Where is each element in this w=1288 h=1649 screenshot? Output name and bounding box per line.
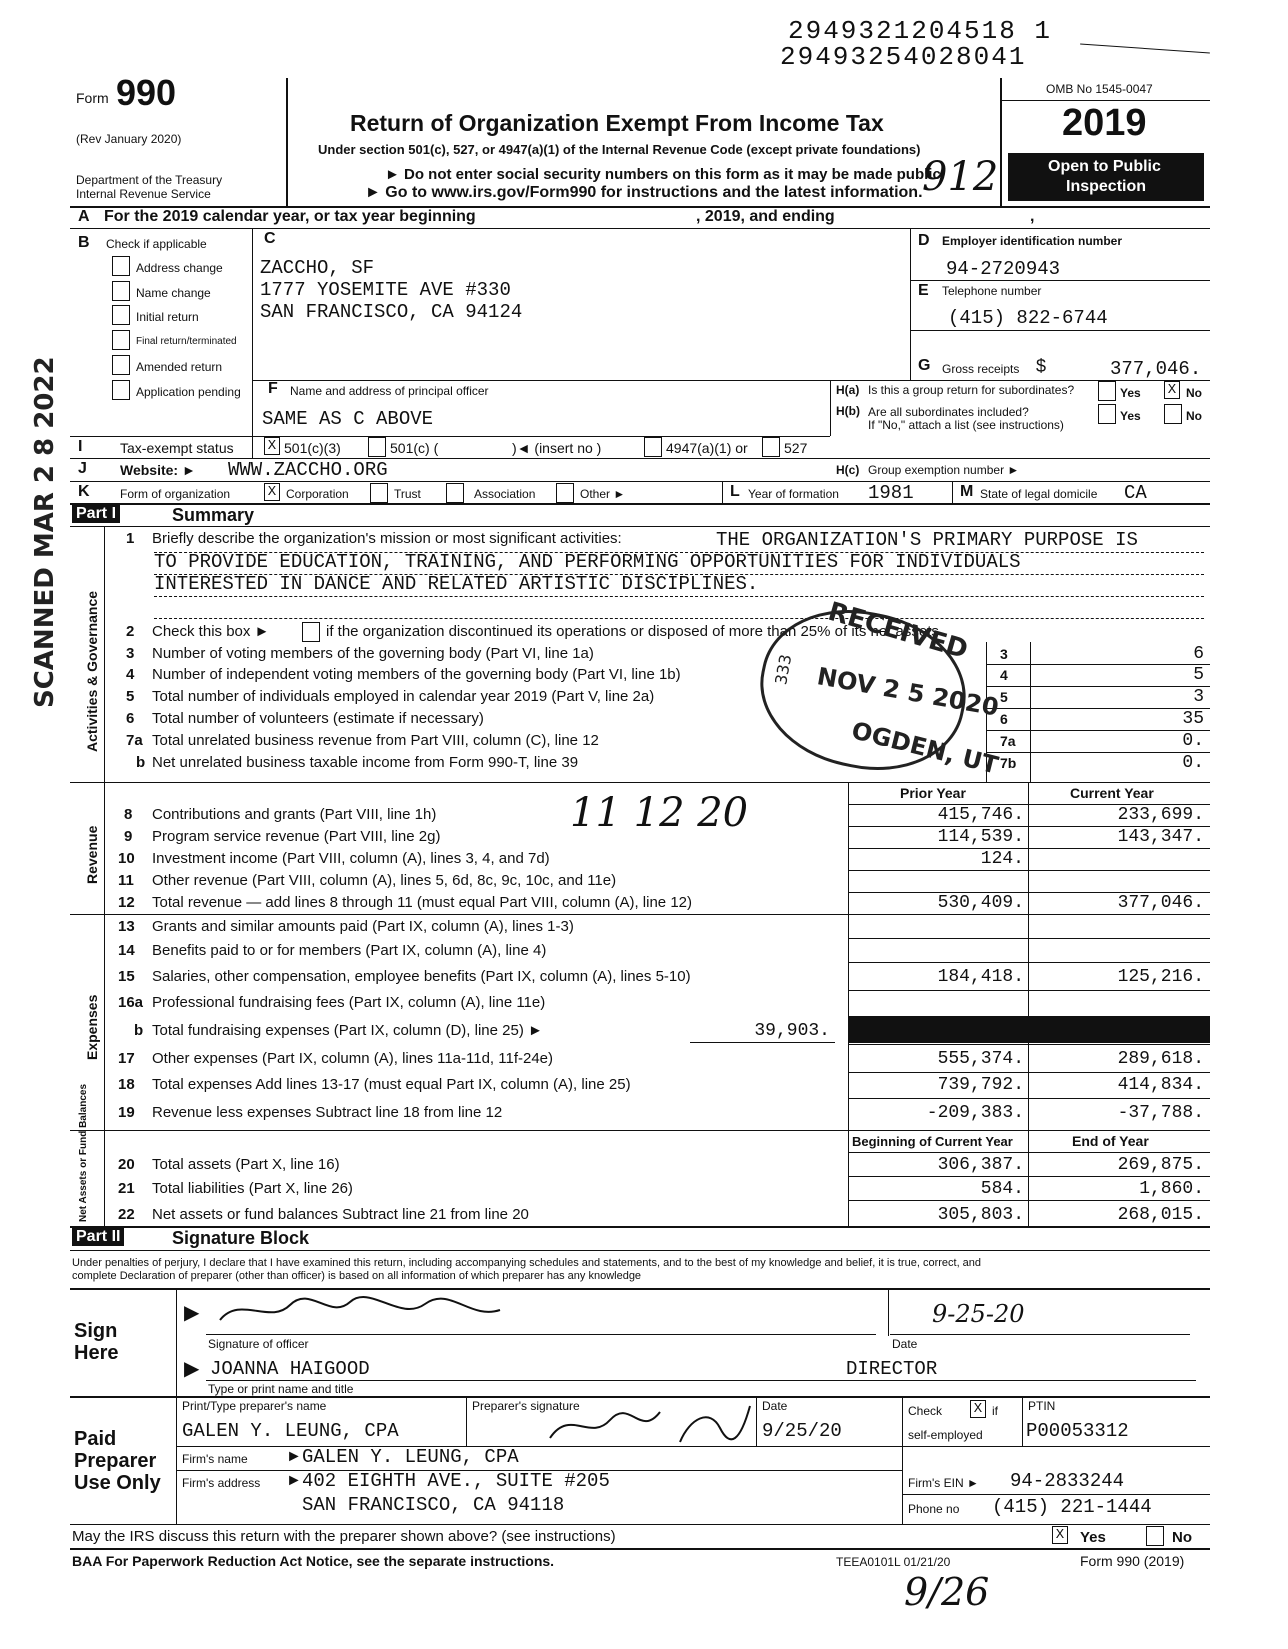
preparer-label-2: Preparer (74, 1450, 157, 1472)
preparer-name-label: Print/Type preparer's name (182, 1399, 327, 1413)
hb-yes-checkbox[interactable] (1098, 404, 1116, 424)
open-to-public-badge (1008, 153, 1204, 201)
gross-receipts-value[interactable]: 377,046. (1110, 358, 1202, 380)
self-employed-checkbox[interactable]: X (970, 1400, 986, 1418)
net-line-20-beginning[interactable]: 306,387. (937, 1155, 1024, 1175)
expense-line-16b-number: b (134, 1022, 144, 1039)
website-title: Website: ► (120, 462, 196, 478)
expense-line-17-current[interactable]: 289,618. (1117, 1049, 1204, 1069)
net-line-20-text: Total assets (Part X, line 16) (152, 1156, 340, 1173)
gov-line-3-value[interactable]: 6 (1193, 644, 1204, 664)
initial-return-checkbox[interactable] (112, 305, 130, 325)
corporation-label: Corporation (286, 487, 349, 501)
ha-label: H(a) (836, 383, 860, 397)
preparer-label-1: Paid (74, 1428, 117, 1450)
tax-year: 2019 (1062, 102, 1147, 144)
preparer-label-3: Use Only (74, 1472, 161, 1494)
section-g-label: G (918, 357, 931, 374)
gov-line-4-box: 4 (1000, 667, 1008, 683)
form-number: 990 (116, 72, 177, 113)
line-a-mid: , 2019, and ending (696, 208, 835, 225)
discuss-yes-checkbox[interactable]: X (1052, 1526, 1068, 1544)
sign-arrow-icon: ▶ (184, 1302, 200, 1324)
mission-line1[interactable]: THE ORGANIZATION'S PRIMARY PURPOSE IS (716, 529, 1138, 551)
officer-title[interactable]: DIRECTOR (846, 1358, 938, 1380)
net-line-22-text: Net assets or fund balances Subtract line 21 from line 20 (152, 1206, 529, 1223)
part-i-badge: Part I (72, 505, 120, 523)
gov-line-7a-text: Total unrelated business revenue from Part VIII, column (C), line 12 (152, 732, 599, 749)
name-change-label: Name change (136, 286, 211, 300)
revenue-line-12-number: 12 (118, 894, 135, 911)
expense-line-15-current[interactable]: 125,216. (1117, 967, 1204, 987)
hb-note: If "No," attach a list (see instructions) (868, 418, 1064, 432)
revenue-line-10-prior[interactable]: 124. (980, 849, 1024, 869)
revenue-line-12-prior[interactable]: 530,409. (937, 893, 1024, 913)
handwritten-code: 912 (922, 154, 999, 200)
ein-value[interactable]: 94-2720943 (946, 258, 1061, 280)
501c-checkbox[interactable] (368, 437, 386, 457)
dln-strike (1080, 43, 1210, 53)
handwritten-date: 11 12 20 (570, 790, 749, 836)
section-e-label: E (918, 282, 929, 299)
gov-line-7b-box: 7b (1000, 755, 1017, 771)
section-b-title: Check if applicable (106, 237, 207, 251)
gov-line-7a-value[interactable]: 0. (1182, 731, 1204, 751)
gross-receipts-dollar: $ (1036, 356, 1047, 376)
line-m-label: M (960, 483, 974, 500)
gov-line-5-number: 5 (126, 688, 135, 705)
gov-line-4-number: 4 (126, 666, 135, 683)
part-i-title: Summary (172, 505, 255, 525)
net-line-20-number: 20 (118, 1156, 135, 1173)
revenue-line-9-text: Program service revenue (Part VIII, line 2g) (152, 828, 441, 845)
net-line-21-beginning[interactable]: 584. (980, 1179, 1024, 1199)
gov-line-5-text: Total number of individuals employed in calendar year 2019 (Part V, line 2a) (152, 688, 655, 705)
form-subtitle: Under section 501(c), 527, or 4947(a)(1) of the Internal Revenue Code (except private foundations) (318, 142, 921, 157)
received-stamp-city: OGDEN, UT (848, 716, 1002, 780)
principal-officer-value[interactable]: SAME AS C ABOVE (262, 408, 434, 430)
sign-date-value[interactable]: 9-25-20 (932, 1300, 1025, 1328)
trust-checkbox[interactable] (370, 483, 388, 503)
preparer-ptin[interactable]: P00053312 (1026, 1420, 1129, 1442)
net-line-20-end[interactable]: 269,875. (1117, 1155, 1204, 1175)
line-k-label: K (78, 483, 90, 500)
penalty-statement-2: complete Declaration of preparer (other than officer) is based on all information of which preparer has any knowledge (72, 1270, 642, 1282)
gov-line-4-text: Number of independent voting members of the governing body (Part VI, line 1b) (152, 666, 681, 683)
gov-line-7b-text: Net unrelated business taxable income from Form 990-T, line 39 (152, 754, 579, 771)
line-l-label: L (730, 483, 740, 500)
sign-here-1: Sign (74, 1320, 118, 1342)
501c-label: 501(c) ( (390, 440, 439, 456)
expense-line-19-number: 19 (118, 1104, 135, 1121)
expense-line-17-number: 17 (118, 1050, 135, 1067)
net-line-21-end[interactable]: 1,860. (1139, 1179, 1204, 1199)
name-change-checkbox[interactable] (112, 281, 130, 301)
preparer-signature-label: Preparer's signature (472, 1399, 580, 1413)
ssn-warning: ► Do not enter social security numbers on this form as it may be made public (385, 166, 941, 183)
net-line-22-beginning[interactable]: 305,803. (937, 1205, 1024, 1225)
expense-line-18-number: 18 (118, 1076, 135, 1093)
gov-line-3-text: Number of voting members of the governing body (Part VI, line 1a) (152, 645, 594, 662)
form-of-org-title: Form of organization (120, 487, 231, 501)
revenue-line-9-number: 9 (124, 828, 133, 845)
527-checkbox[interactable] (762, 437, 780, 457)
4947-label: 4947(a)(1) or (666, 440, 748, 456)
initial-return-label: Initial return (136, 310, 199, 324)
gov-line-6-box: 6 (1000, 711, 1008, 727)
revenue-line-8-text: Contributions and grants (Part VIII, line 1h) (152, 806, 437, 823)
irs-website-instruction: ► Go to www.irs.gov/Form990 for instructions and the latest information. (365, 184, 923, 201)
revenue-line-11-text: Other revenue (Part VIII, column (A), lines 5, 6d, 8c, 9c, 10c, and 11e) (152, 872, 617, 889)
expense-line-16b-value[interactable]: 39,903. (754, 1021, 830, 1041)
expense-line-16a-number: 16a (118, 994, 144, 1011)
side-revenue: Revenue (84, 825, 100, 884)
expense-line-19-current[interactable]: -37,788. (1117, 1103, 1204, 1123)
tax-exempt-status-title: Tax-exempt status (120, 440, 234, 456)
received-stamp-title: RECEIVED (824, 596, 972, 666)
side-expenses: Expenses (84, 994, 100, 1060)
website-value[interactable]: WWW.ZACCHO.ORG (228, 459, 388, 481)
type-name-label: Type or print name and title (208, 1382, 354, 1396)
net-line-22-number: 22 (118, 1206, 135, 1223)
discuss-yes-label: Yes (1080, 1529, 1106, 1546)
association-label: Association (474, 487, 536, 501)
amended-return-label: Amended return (136, 360, 223, 374)
preparer-date-label: Date (762, 1399, 788, 1413)
expense-line-14-number: 14 (118, 942, 135, 959)
dln-line-1: 2949321204518 1 (788, 16, 1053, 46)
4947-checkbox[interactable] (644, 437, 662, 457)
line2-check-text: Check this box ► (152, 623, 270, 640)
expense-line-14-text: Benefits paid to or for members (Part IX, column (A), line 4) (152, 942, 547, 959)
irs-name: Internal Revenue Service (76, 187, 211, 201)
firm-name-arrow-icon: ► (286, 1448, 302, 1465)
gov-line-5-value[interactable]: 3 (1193, 687, 1204, 707)
line2-number: 2 (126, 623, 135, 640)
expense-line-16b-text: Total fundraising expenses (Part IX, column (D), line 25) ► (152, 1022, 543, 1039)
line16b-shaded-cell (849, 1017, 1210, 1043)
domicile-title: State of legal domicile (980, 487, 1098, 501)
expense-line-19-prior[interactable]: -209,383. (926, 1103, 1024, 1123)
527-label: 527 (784, 440, 808, 456)
col-beginning-year: Beginning of Current Year (852, 1134, 1013, 1149)
form-revision: (Rev January 2020) (76, 132, 182, 146)
mission-line3[interactable]: INTERESTED IN DANCE AND RELATED ARTISTIC DISCIPLINES. (154, 573, 759, 595)
telephone-value[interactable]: (415) 822-6744 (948, 307, 1108, 329)
name-arrow-icon: ▶ (184, 1358, 200, 1380)
ein-title: Employer identification number (942, 234, 1123, 248)
501c3-checkbox[interactable]: X (264, 437, 280, 455)
revenue-line-12-current[interactable]: 377,046. (1117, 893, 1204, 913)
section-d-label: D (918, 232, 930, 249)
gov-line-6-text: Total number of volunteers (estimate if necessary) (152, 710, 484, 727)
gov-line-5-box: 5 (1000, 689, 1008, 705)
line1-text: Briefly describe the organization's mission or most significant activities: (152, 530, 622, 547)
expense-line-15-prior[interactable]: 184,418. (937, 967, 1024, 987)
section-c-label: C (264, 230, 276, 247)
revenue-line-8-prior[interactable]: 415,746. (937, 805, 1024, 825)
footer-form-ref: Form 990 (2019) (1080, 1553, 1185, 1569)
revenue-line-10-text: Investment income (Part VIII, column (A), lines 3, 4, and 7d) (152, 850, 550, 867)
principal-officer-title: Name and address of principal officer (290, 384, 489, 398)
ha-yes-label: Yes (1120, 386, 1141, 400)
org-name[interactable]: ZACCHO, SF (260, 257, 375, 279)
other-label: Other ► (580, 487, 626, 501)
line-a-end: , (1030, 208, 1035, 225)
line1-number: 1 (126, 530, 135, 547)
ptin-label: PTIN (1028, 1399, 1056, 1413)
preparer-phone[interactable]: (415) 221-1444 (992, 1496, 1152, 1518)
discuss-no-checkbox[interactable] (1146, 1526, 1164, 1546)
net-line-22-end[interactable]: 268,015. (1117, 1205, 1204, 1225)
revenue-line-12-text: Total revenue — add lines 8 through 11 (must equal Part VIII, column (A), line 12) (152, 894, 692, 911)
gross-receipts-title: Gross receipts (942, 362, 1020, 376)
expense-line-17-prior[interactable]: 555,374. (937, 1049, 1024, 1069)
ha-no-label: No (1186, 386, 1202, 400)
expense-line-13-text: Grants and similar amounts paid (Part IX, column (A), lines 1-3) (152, 918, 574, 935)
firm-address-arrow-icon: ► (286, 1472, 302, 1489)
line-j-label: J (78, 460, 87, 477)
open-to-public-line1: Open to Public (1048, 158, 1161, 175)
dln-line-2: 29493254028041 (780, 42, 1027, 72)
ha-no-checkbox[interactable]: X (1164, 381, 1180, 399)
final-return-label: Final return/terminated (136, 336, 237, 347)
trust-label: Trust (394, 487, 421, 501)
section-b-label: B (78, 234, 90, 251)
hc-label: H(c) (836, 463, 860, 477)
net-line-21-number: 21 (118, 1180, 135, 1197)
gov-line-6-number: 6 (126, 710, 135, 727)
form-title: Return of Organization Exempt From Income Tax (350, 110, 884, 136)
firm-ein[interactable]: 94-2833244 (1010, 1470, 1125, 1492)
firm-address-line2[interactable]: SAN FRANCISCO, CA 94118 (302, 1494, 565, 1516)
firm-ein-label: Firm's EIN ► (908, 1476, 979, 1490)
line-i-label: I (78, 438, 83, 455)
officer-signature (210, 1290, 510, 1332)
discuss-no-label: No (1172, 1529, 1192, 1546)
open-to-public-line2: Inspection (1066, 178, 1147, 195)
gov-line-7b-number: b (136, 754, 146, 771)
discuss-text: May the IRS discuss this return with the preparer shown above? (see instructions) (72, 1528, 616, 1545)
hb-no-checkbox[interactable] (1164, 404, 1182, 424)
association-checkbox[interactable] (446, 483, 464, 503)
hb-text: Are all subordinates included? (868, 405, 1029, 419)
preparer-name[interactable]: GALEN Y. LEUNG, CPA (182, 1420, 399, 1442)
sign-here-2: Here (74, 1342, 119, 1364)
other-checkbox[interactable] (556, 483, 574, 503)
form-word: Form (76, 90, 109, 106)
corporation-checkbox[interactable]: X (264, 483, 280, 501)
amended-return-checkbox[interactable] (112, 355, 130, 375)
address-change-label: Address change (136, 261, 223, 275)
if-label: if (992, 1404, 998, 1418)
ha-yes-checkbox[interactable] (1098, 381, 1116, 401)
expense-line-18-prior[interactable]: 739,792. (937, 1075, 1024, 1095)
revenue-line-8-number: 8 (124, 806, 133, 823)
hb-yes-label: Yes (1120, 409, 1141, 423)
side-net-assets: Net Assets or Fund Balances (78, 1083, 89, 1222)
side-activities-governance: Activities & Governance (84, 590, 100, 752)
part-ii-badge: Part II (72, 1228, 124, 1246)
gov-line-4-value[interactable]: 5 (1193, 665, 1204, 685)
received-stamp-code: 333 (771, 652, 796, 687)
firm-name[interactable]: GALEN Y. LEUNG, CPA (302, 1446, 519, 1468)
expense-line-16a-text: Professional fundraising fees (Part IX, column (A), line 11e) (152, 994, 546, 1011)
application-pending-checkbox[interactable] (112, 380, 130, 400)
year-formation-title: Year of formation (748, 487, 839, 501)
hb-no-label: No (1186, 409, 1202, 423)
col-prior-year: Prior Year (900, 785, 966, 801)
firm-address-line1[interactable]: 402 EIGHTH AVE., SUITE #205 (302, 1470, 610, 1492)
received-stamp-date: NOV 2 5 2020 (814, 662, 1001, 722)
sign-date-label: Date (892, 1337, 918, 1351)
firm-address-label: Firm's address (182, 1476, 261, 1490)
line-a-text: For the 2019 calendar year, or tax year beginning (104, 208, 476, 225)
self-employed-label: self-employed (908, 1428, 983, 1442)
gov-line-7b-value[interactable]: 0. (1182, 753, 1204, 773)
footer-baa: BAA For Paperwork Reduction Act Notice, see the separate instructions. (72, 1553, 555, 1569)
gov-line-3-box: 3 (1000, 646, 1008, 662)
part-ii-title: Signature Block (172, 1228, 310, 1248)
department-name: Department of the Treasury (76, 173, 223, 187)
officer-name[interactable]: JOANNA HAIGOOD (210, 1358, 370, 1380)
gov-line-6-value[interactable]: 35 (1182, 709, 1204, 729)
line2-text: if the organization discontinued its operations or disposed of more than 25% of its net assets (326, 623, 939, 640)
expense-line-17-text: Other expenses (Part IX, column (A), lines 11a-11d, 11f-24e) (152, 1050, 554, 1067)
expense-line-18-current[interactable]: 414,834. (1117, 1075, 1204, 1095)
line2-checkbox[interactable] (302, 622, 320, 642)
firm-name-label: Firm's name (182, 1452, 248, 1466)
501c3-label: 501(c)(3) (284, 440, 341, 456)
revenue-line-9-current[interactable]: 143,347. (1117, 827, 1204, 847)
scanned-stamp: SCANNED MAR 2 8 2022 (30, 356, 60, 708)
expense-line-15-text: Salaries, other compensation, employee benefits (Part IX, column (A), lines 5-10) (152, 968, 691, 985)
line-a-label: A (78, 208, 90, 225)
mission-line2[interactable]: TO PROVIDE EDUCATION, TRAINING, AND PERFORMING OPPORTUNITIES FOR INDIVIDUALS (154, 551, 1021, 573)
phone-label: Phone no (908, 1502, 960, 1516)
net-line-21-text: Total liabilities (Part X, line 26) (152, 1180, 353, 1197)
501c-insert-label: )◄ (insert no ) (512, 440, 602, 456)
telephone-title: Telephone number (942, 284, 1042, 298)
omb-number: OMB No 1545-0047 (1046, 82, 1153, 96)
revenue-line-10-number: 10 (118, 850, 135, 867)
revenue-line-11-number: 11 (118, 872, 134, 889)
hc-text: Group exemption number ► (868, 463, 1020, 477)
handwritten-bottom: 9/26 (904, 1570, 990, 1614)
expense-line-19-text: Revenue less expenses Subtract line 18 from line 12 (152, 1104, 503, 1121)
final-return-checkbox[interactable] (112, 330, 130, 350)
preparer-date[interactable]: 9/25/20 (762, 1420, 842, 1442)
revenue-line-8-current[interactable]: 233,699. (1117, 805, 1204, 825)
preparer-signature (540, 1398, 760, 1450)
signature-officer-label: Signature of officer (208, 1337, 309, 1351)
ha-text: Is this a group return for subordinates? (868, 383, 1075, 397)
application-pending-label: Application pending (136, 385, 241, 399)
gov-line-7a-number: 7a (126, 732, 143, 749)
section-f-label: F (268, 380, 278, 397)
hb-label: H(b) (836, 404, 860, 418)
address-change-checkbox[interactable] (112, 256, 130, 276)
check-label: Check (908, 1404, 943, 1418)
org-address-line1[interactable]: 1777 YOSEMITE AVE #330 (260, 279, 511, 301)
col-current-year: Current Year (1070, 785, 1154, 801)
year-formation-value[interactable]: 1981 (868, 482, 914, 504)
domicile-value[interactable]: CA (1124, 482, 1147, 504)
expense-line-15-number: 15 (118, 968, 135, 985)
revenue-line-9-prior[interactable]: 114,539. (937, 827, 1024, 847)
penalty-statement-1: Under penalties of perjury, I declare that I have examined this return, including accompanying schedules and statements, and to the best of my knowledge and belief, it is true, correct, and (72, 1257, 982, 1269)
expense-line-18-text: Total expenses Add lines 13-17 (must equal Part IX, column (A), line 25) (152, 1076, 631, 1093)
gov-line-7a-box: 7a (1000, 733, 1016, 749)
expense-line-13-number: 13 (118, 918, 135, 935)
gov-line-3-number: 3 (126, 645, 135, 662)
org-address-line2[interactable]: SAN FRANCISCO, CA 94124 (260, 301, 523, 323)
col-end-year: End of Year (1072, 1133, 1149, 1149)
footer-code: TEEA0101L 01/21/20 (836, 1555, 951, 1569)
